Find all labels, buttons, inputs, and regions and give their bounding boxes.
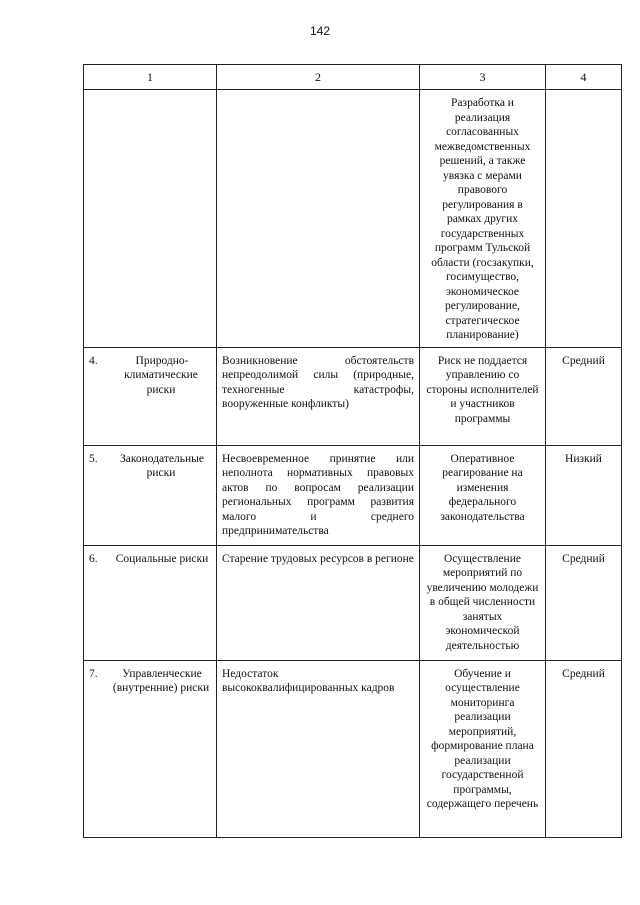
table-row [84, 445, 622, 545]
risk-cell [84, 90, 217, 348]
row-number: 6. [89, 552, 98, 565]
measures-cell: Разработка и реализация согласованных межведомственных решений, а также увязка с мерами правового регулирования в рамках других государственных программ Тульской области (госзакупки, госимущество, экономическое регулирование, стратегическое планирование) [420, 90, 546, 348]
level-cell: Средний [546, 347, 622, 445]
risk-table [83, 64, 622, 838]
measures-cell: Обучение и осуществление мониторинга реализации мероприятий, формирование плана реализации государственной программы, содержащего перечень [420, 660, 546, 837]
header-col-1: 1 [84, 65, 217, 90]
risk-name: Природно-климатические риски [124, 354, 198, 396]
row-number: 4. [89, 354, 98, 367]
cause-cell [217, 90, 420, 348]
risk-cell [84, 660, 217, 837]
table-row [84, 545, 622, 660]
table-row [84, 660, 622, 837]
risk-name: Социальные риски [115, 552, 209, 565]
header-col-4: 4 [546, 65, 622, 90]
header-col-2: 2 [217, 65, 420, 90]
measures-cell: Осуществление мероприятий по увеличению молодежи в общей численности занятых экономической деятельностью [420, 545, 546, 660]
level-cell [546, 90, 622, 348]
level-cell: Средний [546, 545, 622, 660]
risk-cell [84, 445, 217, 545]
risk-cell [84, 347, 217, 445]
cause-cell: Недостаток высококвалифицированных кадров [217, 660, 420, 837]
row-number: 7. [89, 667, 98, 680]
cause-cell: Возникновение обстоятельств непреодолимой силы (природные, техногенные катастрофы, вооруженные конфликты) [217, 347, 420, 445]
row-number: 5. [89, 452, 98, 465]
table-header-row [84, 65, 622, 90]
table-row [84, 90, 622, 348]
measures-cell: Оперативное реагирование на изменения федерального законодательства [420, 445, 546, 545]
table-row [84, 347, 622, 445]
cause-cell: Несвоевременное принятие или неполнота нормативных правовых актов по вопросам реализации региональных программ развития малого и среднего предпринимательства [217, 445, 420, 545]
cause-cell: Старение трудовых ресурсов в регионе [217, 545, 420, 660]
page-number: 142 [309, 24, 331, 38]
risk-cell [84, 545, 217, 660]
measures-cell: Риск не поддается управлению со стороны исполнителей и участников программы [420, 347, 546, 445]
level-cell: Средний [546, 660, 622, 837]
header-col-3: 3 [420, 65, 546, 90]
risk-name: Управленческие (внутренние) риски [112, 667, 210, 694]
risk-name: Законодательные риски [120, 452, 204, 479]
level-cell: Низкий [546, 445, 622, 545]
